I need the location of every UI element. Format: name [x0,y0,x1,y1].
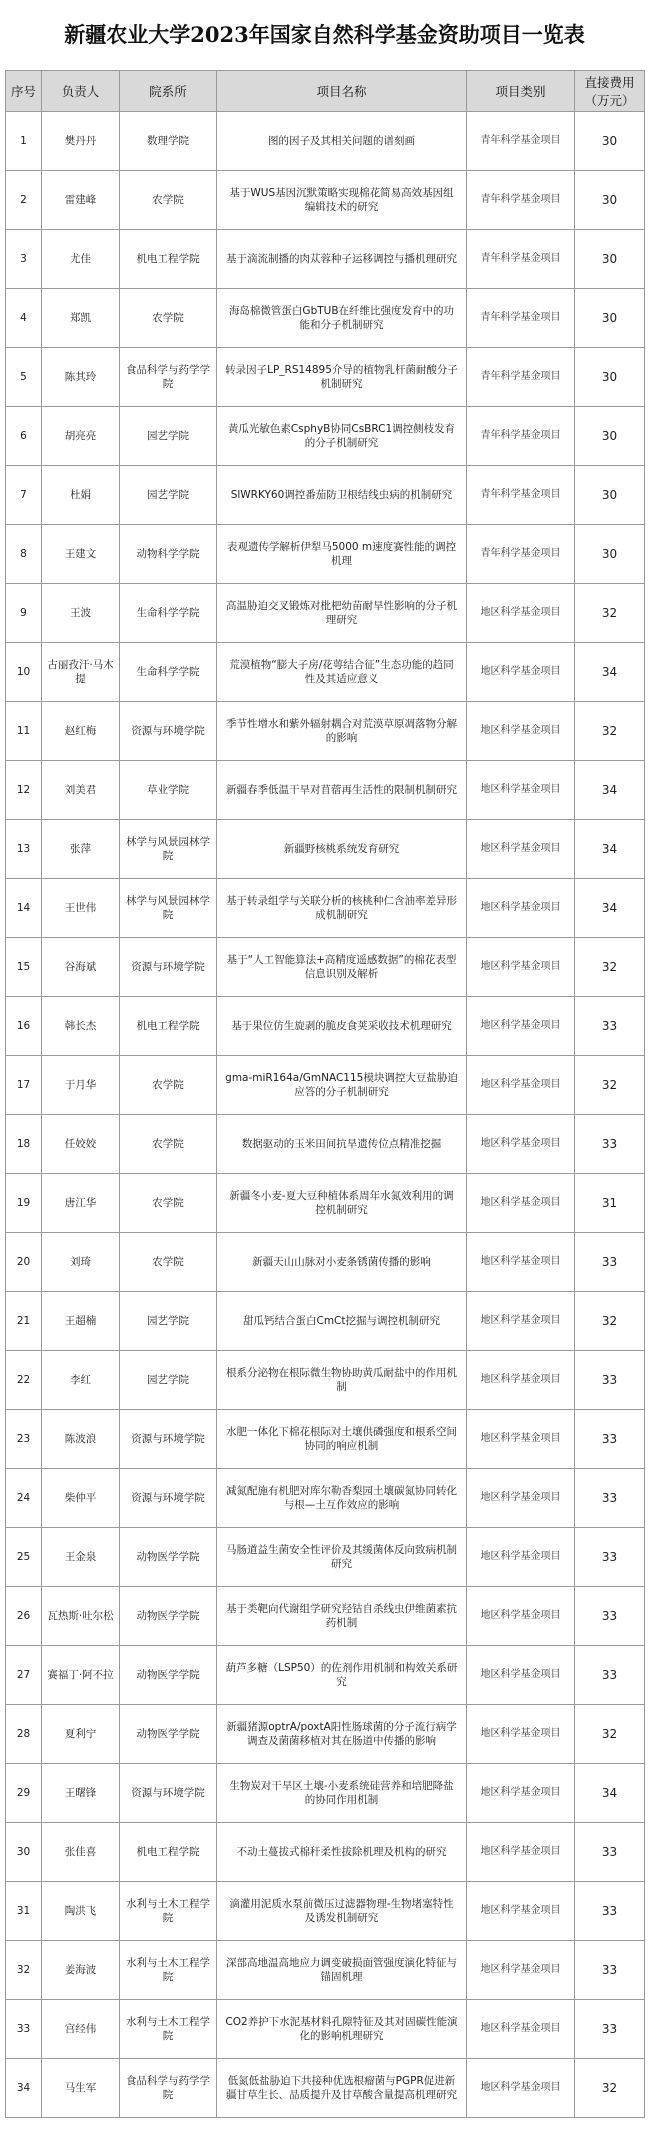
table-row [6,1941,645,2000]
cell-person: 柴仲平 [42,1469,120,1528]
cell-funding: 32 [575,2059,645,2118]
cell-project: 转录因子LP_RS14895介导的植物乳杆菌耐酸分子机制研究 [217,348,467,407]
cell-dept: 资源与环境学院 [120,1764,217,1823]
cell-project: 不动土蔓拔式棉秆柔性拔除机理及机构的研究 [217,1823,467,1882]
cell-person: 张萍 [42,820,120,879]
page-title: 新疆农业大学2023年国家自然科学基金资助项目一览表 [64,22,585,47]
cell-person: 韩长杰 [42,997,120,1056]
cell-funding: 33 [575,1469,645,1528]
cell-funding: 32 [575,938,645,997]
cell-no: 29 [6,1764,42,1823]
cell-dept: 生命科学学院 [120,584,217,643]
cell-category: 地区科学基金项目 [467,2059,575,2118]
cell-funding: 34 [575,879,645,938]
cell-category: 地区科学基金项目 [467,643,575,702]
cell-project: gma-miR164a/GmNAC115模块调控大豆盐胁迫应答的分子机制研究 [217,1056,467,1115]
cell-no: 15 [6,938,42,997]
header-project: 项目名称 [217,71,467,112]
cell-person: 尤佳 [42,230,120,289]
cell-dept: 资源与环境学院 [120,938,217,997]
cell-no: 5 [6,348,42,407]
cell-person: 郑凯 [42,289,120,348]
cell-no: 12 [6,761,42,820]
cell-person: 马生军 [42,2059,120,2118]
cell-no: 18 [6,1115,42,1174]
cell-person: 陶洪飞 [42,1882,120,1941]
cell-project: 基于滴流制播的肉苁蓉种子运移调控与播机理研究 [217,230,467,289]
table-row [6,879,645,938]
cell-funding: 30 [575,466,645,525]
cell-funding: 30 [575,171,645,230]
cell-dept: 林学与风景园林学院 [120,879,217,938]
table-row [6,1469,645,1528]
table-row [6,584,645,643]
cell-dept: 动物医学学院 [120,1705,217,1764]
cell-funding: 33 [575,2000,645,2059]
cell-category: 青年科学基金项目 [467,171,575,230]
cell-project: 高温胁迫交叉锻炼对枇杷幼苗耐旱性影响的分子机理研究 [217,584,467,643]
cell-dept: 水利与土木工程学院 [120,1941,217,2000]
cell-no: 6 [6,407,42,466]
cell-project: 基于类靶向代谢组学研究羟钴自杀线虫伊维菌素抗药机制 [217,1587,467,1646]
cell-no: 31 [6,1882,42,1941]
cell-funding: 32 [575,702,645,761]
table-body [6,112,645,2118]
cell-no: 19 [6,1174,42,1233]
cell-no: 7 [6,466,42,525]
cell-funding: 30 [575,230,645,289]
cell-dept: 动物医学学院 [120,1528,217,1587]
cell-funding: 33 [575,1587,645,1646]
table-row [6,466,645,525]
cell-category: 地区科学基金项目 [467,1528,575,1587]
cell-person: 姜海波 [42,1941,120,2000]
cell-person: 陈其玲 [42,348,120,407]
cell-no: 33 [6,2000,42,2059]
cell-category: 青年科学基金项目 [467,407,575,466]
cell-funding: 33 [575,1351,645,1410]
cell-category: 地区科学基金项目 [467,584,575,643]
table-row [6,1115,645,1174]
cell-person: 张佳喜 [42,1823,120,1882]
table-row [6,2059,645,2118]
cell-project: 荒漠植物“膨大子房/花萼结合征”生态功能的趋同性及其适应意义 [217,643,467,702]
cell-no: 20 [6,1233,42,1292]
cell-category: 青年科学基金项目 [467,112,575,171]
table-row [6,525,645,584]
cell-dept: 园艺学院 [120,1292,217,1351]
table-row [6,407,645,466]
cell-person: 宫经伟 [42,2000,120,2059]
cell-project: 季节性增水和紫外辐射耦合对荒漠草原凋落物分解的影响 [217,702,467,761]
header-row [6,71,645,112]
table-row [6,643,645,702]
cell-person: 李红 [42,1351,120,1410]
cell-category: 地区科学基金项目 [467,1882,575,1941]
cell-funding: 33 [575,1646,645,1705]
cell-person: 刘琦 [42,1233,120,1292]
cell-dept: 动物科学学院 [120,525,217,584]
cell-category: 地区科学基金项目 [467,1823,575,1882]
cell-funding: 34 [575,1764,645,1823]
cell-person: 瓦热斯·吐尔松 [42,1587,120,1646]
table-header [6,71,645,112]
cell-category: 地区科学基金项目 [467,1705,575,1764]
cell-funding: 33 [575,1410,645,1469]
cell-category: 青年科学基金项目 [467,525,575,584]
cell-dept: 食品科学与药学学院 [120,2059,217,2118]
cell-project: 表观遗传学解析伊犁马5000 m速度赛性能的调控机理 [217,525,467,584]
cell-category: 地区科学基金项目 [467,1587,575,1646]
cell-category: 地区科学基金项目 [467,938,575,997]
header-category: 项目类别 [467,71,575,112]
cell-category: 地区科学基金项目 [467,1941,575,2000]
cell-category: 地区科学基金项目 [467,1410,575,1469]
table-row [6,1705,645,1764]
table-row [6,1351,645,1410]
table-row [6,1764,645,1823]
cell-person: 刘美君 [42,761,120,820]
cell-person: 于月华 [42,1056,120,1115]
cell-funding: 33 [575,1115,645,1174]
cell-category: 青年科学基金项目 [467,230,575,289]
cell-funding: 30 [575,348,645,407]
table-row [6,1646,645,1705]
cell-project: 海岛棉微管蛋白GbTUB在纤维比强度发育中的功能和分子机制研究 [217,289,467,348]
cell-project: 低氮低盐胁迫下共接种优选根瘤菌与PGPR促进新疆甘草生长、品质提升及甘草酸含量提高机理研究 [217,2059,467,2118]
table-row [6,289,645,348]
cell-no: 10 [6,643,42,702]
cell-project: 黄瓜光敏色素CsphyB协同CsBRC1调控侧枝发育的分子机制研究 [217,407,467,466]
cell-dept: 园艺学院 [120,1351,217,1410]
cell-funding: 32 [575,1056,645,1115]
cell-project: 生物炭对干旱区土壤-小麦系统硅营养和培肥降盐的协同作用机制 [217,1764,467,1823]
cell-no: 17 [6,1056,42,1115]
cell-project: 基于“人工智能算法+高精度遥感数据”的棉花表型信息识别及解析 [217,938,467,997]
cell-project: 甜瓜钙结合蛋白CmCt挖掘与调控机制研究 [217,1292,467,1351]
cell-project: 新疆春季低温干旱对苜蓿再生活性的限制机制研究 [217,761,467,820]
cell-no: 24 [6,1469,42,1528]
cell-project: 深部高地温高地应力调变破损面管强度演化特征与锚固机理 [217,1941,467,2000]
cell-dept: 生命科学学院 [120,643,217,702]
cell-funding: 33 [575,1528,645,1587]
cell-person: 赛福丁·阿不拉 [42,1646,120,1705]
table-row [6,1528,645,1587]
table-row [6,761,645,820]
cell-project: CO2养护下水泥基材料孔隙特征及其对固碳性能演化的影响机理研究 [217,2000,467,2059]
table-row [6,702,645,761]
table-row [6,1410,645,1469]
cell-person: 夏利宁 [42,1705,120,1764]
cell-category: 青年科学基金项目 [467,289,575,348]
cell-no: 16 [6,997,42,1056]
cell-person: 古丽孜汗·马木提 [42,643,120,702]
cell-dept: 林学与风景园林学院 [120,820,217,879]
header-no: 序号 [6,71,42,112]
cell-dept: 农学院 [120,289,217,348]
cell-category: 地区科学基金项目 [467,1646,575,1705]
cell-dept: 资源与环境学院 [120,1469,217,1528]
table-row [6,1292,645,1351]
cell-no: 14 [6,879,42,938]
table-row [6,1174,645,1233]
table-row [6,997,645,1056]
cell-funding: 30 [575,112,645,171]
cell-project: 新疆猪源optrA/poxtA阳性肠球菌的分子流行病学调查及菌菌移植对其在肠道中传播的影响 [217,1705,467,1764]
cell-funding: 30 [575,289,645,348]
cell-project: 基于WUS基因沉默策略实现棉花简易高效基因组编辑技术的研究 [217,171,467,230]
cell-project: 马肠道益生菌安全性评价及其缓菌体反向致病机制研究 [217,1528,467,1587]
cell-category: 地区科学基金项目 [467,997,575,1056]
cell-person: 王超楠 [42,1292,120,1351]
cell-no: 28 [6,1705,42,1764]
cell-category: 地区科学基金项目 [467,702,575,761]
table-row [6,230,645,289]
cell-funding: 32 [575,584,645,643]
cell-no: 3 [6,230,42,289]
cell-no: 22 [6,1351,42,1410]
cell-category: 青年科学基金项目 [467,466,575,525]
cell-dept: 农学院 [120,171,217,230]
cell-project: 基于转录组学与关联分析的核桃种仁含油率差异形成机制研究 [217,879,467,938]
table-row [6,348,645,407]
cell-dept: 食品科学与药学学院 [120,348,217,407]
cell-no: 27 [6,1646,42,1705]
cell-funding: 33 [575,997,645,1056]
cell-dept: 机电工程学院 [120,997,217,1056]
cell-project: 葫芦多糖（LSP50）的佐剂作用机制和构效关系研究 [217,1646,467,1705]
cell-dept: 园艺学院 [120,466,217,525]
cell-no: 2 [6,171,42,230]
table-row [6,1233,645,1292]
cell-no: 30 [6,1823,42,1882]
cell-dept: 数理学院 [120,112,217,171]
cell-funding: 30 [575,525,645,584]
cell-person: 胡亮亮 [42,407,120,466]
cell-person: 杜娟 [42,466,120,525]
cell-category: 地区科学基金项目 [467,1115,575,1174]
cell-person: 王金泉 [42,1528,120,1587]
cell-dept: 资源与环境学院 [120,702,217,761]
cell-project: 水肥一体化下棉花根际对土壤供磷强度和根系空间协同的响应机制 [217,1410,467,1469]
cell-category: 地区科学基金项目 [467,1469,575,1528]
cell-dept: 动物医学学院 [120,1646,217,1705]
cell-dept: 机电工程学院 [120,230,217,289]
cell-person: 陈波浪 [42,1410,120,1469]
funding-table [5,70,645,2118]
cell-category: 地区科学基金项目 [467,1233,575,1292]
table-row [6,171,645,230]
table-row [6,2000,645,2059]
cell-person: 王建文 [42,525,120,584]
cell-category: 地区科学基金项目 [467,1174,575,1233]
cell-project: SlWRKY60调控番茄防卫根结线虫病的机制研究 [217,466,467,525]
cell-person: 赵红梅 [42,702,120,761]
cell-dept: 动物医学学院 [120,1587,217,1646]
cell-dept: 水利与土木工程学院 [120,1882,217,1941]
cell-project: 图的因子及其相关问题的谱刻画 [217,112,467,171]
cell-no: 11 [6,702,42,761]
cell-dept: 草业学院 [120,761,217,820]
cell-no: 8 [6,525,42,584]
cell-dept: 农学院 [120,1056,217,1115]
cell-category: 地区科学基金项目 [467,761,575,820]
table-row [6,820,645,879]
cell-project: 新疆野核桃系统发育研究 [217,820,467,879]
cell-category: 青年科学基金项目 [467,348,575,407]
header-dept: 院系所 [120,71,217,112]
cell-person: 谷海斌 [42,938,120,997]
cell-funding: 34 [575,643,645,702]
cell-no: 26 [6,1587,42,1646]
cell-category: 地区科学基金项目 [467,820,575,879]
cell-no: 32 [6,1941,42,2000]
table-row [6,938,645,997]
cell-project: 数据驱动的玉米田间抗旱遗传位点精准挖掘 [217,1115,467,1174]
cell-category: 地区科学基金项目 [467,1292,575,1351]
cell-person: 樊丹丹 [42,112,120,171]
cell-funding: 32 [575,1292,645,1351]
cell-project: 新疆天山山脉对小麦条锈菌传播的影响 [217,1233,467,1292]
table-row [6,1056,645,1115]
cell-project: 减氮配施有机肥对库尔勒香梨园土壤碳氮协同转化与根—土互作效应的影响 [217,1469,467,1528]
header-person: 负责人 [42,71,120,112]
cell-no: 1 [6,112,42,171]
cell-category: 地区科学基金项目 [467,879,575,938]
cell-project: 滴灌用泥质水泵前微压过滤器物理-生物堵塞特性及诱发机制研究 [217,1882,467,1941]
cell-category: 地区科学基金项目 [467,1351,575,1410]
cell-no: 25 [6,1528,42,1587]
cell-dept: 资源与环境学院 [120,1410,217,1469]
cell-funding: 33 [575,1233,645,1292]
cell-person: 唐江华 [42,1174,120,1233]
cell-funding: 31 [575,1174,645,1233]
cell-project: 根系分泌物在根际微生物协助黄瓜耐盐中的作用机制 [217,1351,467,1410]
cell-dept: 园艺学院 [120,407,217,466]
cell-funding: 32 [575,1705,645,1764]
cell-person: 王曙锋 [42,1764,120,1823]
cell-funding: 30 [575,407,645,466]
cell-category: 地区科学基金项目 [467,2000,575,2059]
cell-dept: 农学院 [120,1233,217,1292]
cell-dept: 水利与土木工程学院 [120,2000,217,2059]
cell-category: 地区科学基金项目 [467,1764,575,1823]
cell-dept: 农学院 [120,1115,217,1174]
cell-no: 23 [6,1410,42,1469]
table-row [6,1823,645,1882]
cell-person: 任姣姣 [42,1115,120,1174]
cell-category: 地区科学基金项目 [467,1056,575,1115]
cell-funding: 33 [575,1823,645,1882]
table-row [6,1587,645,1646]
cell-no: 21 [6,1292,42,1351]
cell-person: 雷建峰 [42,171,120,230]
cell-no: 34 [6,2059,42,2118]
cell-no: 9 [6,584,42,643]
cell-funding: 34 [575,820,645,879]
cell-project: 基于果位仿生旋剥的脆皮食荚采收技术机理研究 [217,997,467,1056]
cell-project: 新疆冬小麦-夏大豆种植体系周年水氮效利用的调控机制研究 [217,1174,467,1233]
cell-no: 13 [6,820,42,879]
cell-no: 4 [6,289,42,348]
cell-dept: 农学院 [120,1174,217,1233]
cell-dept: 机电工程学院 [120,1823,217,1882]
cell-funding: 33 [575,1941,645,2000]
cell-person: 王世伟 [42,879,120,938]
table-row [6,112,645,171]
cell-funding: 34 [575,761,645,820]
table-row [6,1882,645,1941]
cell-person: 王波 [42,584,120,643]
cell-funding: 33 [575,1882,645,1941]
header-funding: 直接费用（万元） [575,71,645,112]
